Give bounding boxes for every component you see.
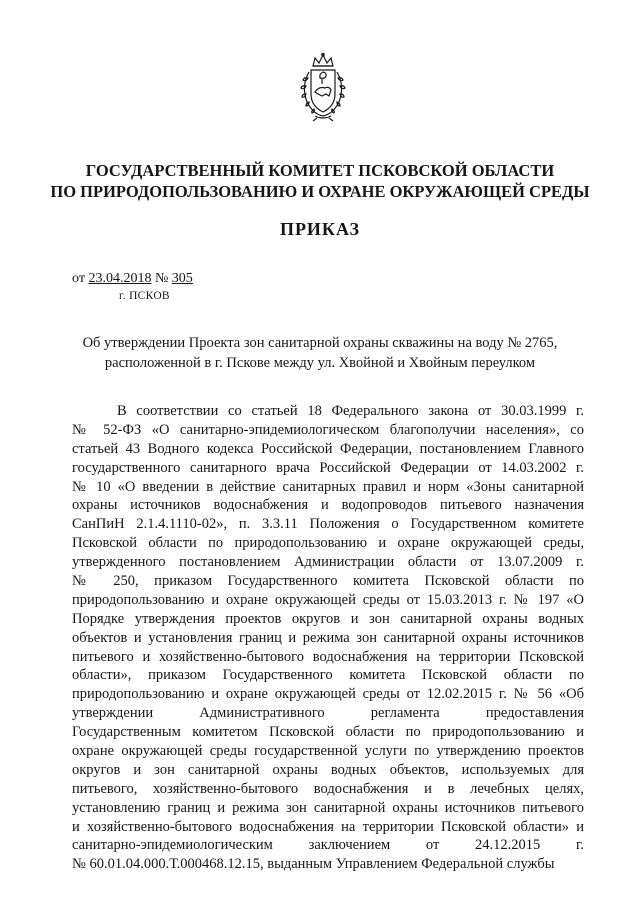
body-line: природопользованию и охране окружающей среды от 15.03.2013 г. № 197 «О [72, 591, 584, 608]
subject-line-1: Об утверждении Проекта зон санитарной охраны скважины на воду № 2765, [82, 335, 558, 351]
subject-line-2: расположенной в г. Пскове между ул. Хвойной и Хвойным переулком [104, 355, 536, 371]
from-label: от [72, 271, 85, 286]
number-sign: № [154, 271, 169, 286]
body-line: Порядке утверждения проектов округов и зон санитарной охраны водных [72, 610, 584, 627]
body-line: В соответствии со статьей 18 Федерального закона от 30.03.1999 г. [117, 403, 584, 419]
order-dateline [72, 271, 193, 287]
body-line: и хозяйственно-бытового водоснабжения на территории Псковской области» и [72, 818, 584, 835]
body-line: питьевого, хозяйственно-бытового водоснабжения и в лечебных целях, [72, 780, 584, 797]
order-date: 23.04.2018 [88, 271, 152, 286]
body-line: утвержденного постановлением Администрации области от 13.07.2009 г. [72, 554, 584, 571]
body-line: округов и зон санитарной охраны водных объектов, используемых для [72, 761, 584, 778]
body-line: питьевого и хозяйственно-бытового водоснабжения на территории Псковской [72, 648, 584, 665]
body-line: установлению границ и режима зон санитарной охраны источников питьевого [72, 799, 584, 816]
body-line: Государственным комитетом Псковской области по природопользованию и [72, 724, 584, 741]
order-number: 305 [171, 271, 193, 286]
body-line: утверждении Административного регламента предоставления [72, 705, 584, 722]
body-line: области», приказом Государственного комитета Псковской области по [72, 667, 584, 684]
body-line: охране окружающей среды государственной услуги по утверждению проектов [72, 743, 584, 760]
body-line: объектов и установления границ и режима зон санитарной охраны источников [72, 629, 584, 646]
body-line: № 10 «О введении в действие санитарных правил и норм «Зоны санитарной [72, 478, 584, 495]
body-line: природопользованию и охране окружающей среды от 12.02.2015 г. № 56 «Об [72, 686, 584, 703]
body-line: № 250, приказом Государственного комитета Псковской области по [72, 573, 584, 590]
body-line: Псковской области по природопользованию и охране окружающей среды, [72, 535, 584, 552]
pskov-coat-of-arms-icon [295, 52, 351, 122]
body-paragraph [72, 402, 584, 874]
body-line: № 52-ФЗ «О санитарно-эпидемиологическом благополучии населения», со [72, 421, 584, 438]
body-line: санитарно-эпидемиологическим заключением от 24.12.2015 г. [72, 837, 584, 854]
document-type-title: ПРИКАЗ [279, 219, 361, 239]
body-line: статьей 43 Водного кодекса Российской Федерации, постановлением Главного [72, 440, 584, 457]
order-city: г. ПСКОВ [119, 290, 170, 302]
body-line: государственного санитарного врача Российской Федерации от 14.03.2002 г. [72, 459, 584, 476]
body-line: охраны источников водоснабжения и водопроводов питьевого назначения [72, 497, 584, 514]
agency-name-line-2: ПО ПРИРОДОПОЛЬЗОВАНИЮ И ОХРАНЕ ОКРУЖАЮЩЕЙ СРЕДЫ [50, 182, 590, 201]
body-line: № 60.01.04.000.Т.000468.12.15, выданным Управлением Федеральной службы [72, 856, 555, 873]
body-line: СанПиН 2.1.4.1110-02», п. 3.3.11 Положения о Государственном комитете [72, 516, 584, 533]
agency-name-line-1: ГОСУДАРСТВЕННЫЙ КОМИТЕТ ПСКОВСКОЙ ОБЛАСТИ [85, 161, 555, 180]
